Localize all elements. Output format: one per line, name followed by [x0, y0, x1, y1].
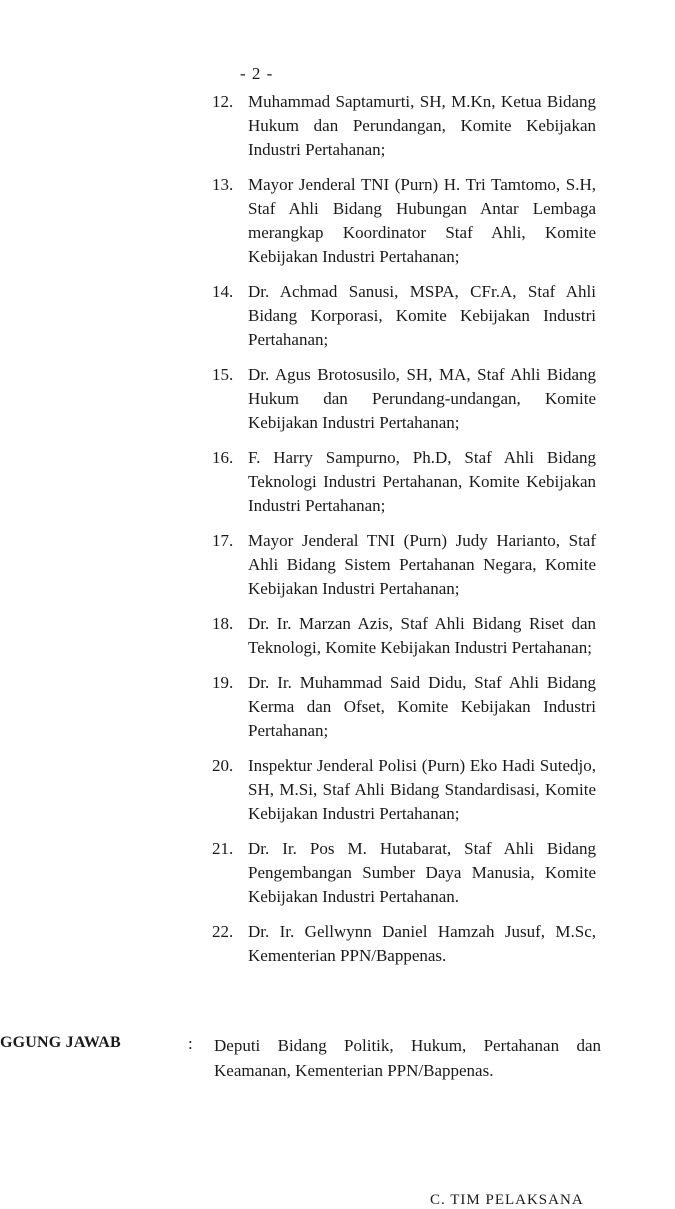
list-item [0, 363, 675, 435]
item-text: Muhammad Saptamurti, SH, M.Kn, Ketua Bidang Hukum dan Perundangan, Komite Kebijakan Industri Pertahanan; [248, 92, 596, 159]
item-number: 21. [212, 839, 234, 858]
item-text: Dr. Ir. Marzan Azis, Staf Ahli Bidang Riset dan Teknologi, Komite Kebijakan Industri Pertahanan; [248, 614, 596, 657]
list-item [0, 446, 675, 518]
item-text: Inspektur Jenderal Polisi (Purn) Eko Hadi Sutedjo, SH, M.Si, Staf Ahli Bidang Standardisasi, Komite Kebijakan Industri Pertahanan; [248, 756, 596, 823]
item-text: Dr. Ir. Gellwynn Daniel Hamzah Jusuf, M.Sc, Kementerian PPN/Bappenas. [248, 922, 596, 965]
item-text: Dr. Ir. Pos M. Hutabarat, Staf Ahli Bidang Pengembangan Sumber Daya Manusia, Komite Kebijakan Industri Pertahanan. [248, 839, 596, 906]
item-text: F. Harry Sampurno, Ph.D, Staf Ahli Bidang Teknologi Industri Pertahanan, Komite Kebijakan Industri Pertahanan; [248, 448, 596, 515]
item-text: Mayor Jenderal TNI (Purn) H. Tri Tamtomo, S.H, Staf Ahli Bidang Hubungan Antar Lembaga merangkap Koordinator Staf Ahli, Komite Kebijakan Industri Pertahanan; [248, 175, 596, 266]
list-item [0, 612, 675, 660]
item-text: Dr. Ir. Muhammad Said Didu, Staf Ahli Bidang Kerma dan Ofset, Komite Kebijakan Industri Pertahanan; [248, 673, 596, 740]
list-item [0, 280, 675, 352]
list-item [0, 173, 675, 269]
item-text: Dr. Achmad Sanusi, MSPA, CFr.A, Staf Ahli Bidang Korporasi, Komite Kebijakan Industri Pertahanan; [248, 282, 596, 349]
item-number: 16. [212, 448, 234, 467]
next-section-heading: C. TIM PELAKSANA [430, 1192, 584, 1208]
item-text: Dr. Agus Brotosusilo, SH, MA, Staf Ahli Bidang Hukum dan Perundang-undangan, Komite Kebijakan Industri Pertahanan; [248, 365, 596, 432]
item-number: 18. [212, 614, 234, 633]
page-number: - 2 - [240, 64, 274, 83]
item-number: 17. [212, 531, 234, 550]
list-item [0, 837, 675, 909]
list-item [0, 920, 675, 968]
item-number: 14. [212, 282, 234, 301]
item-number: 12. [212, 92, 234, 111]
list-item [0, 671, 675, 743]
member-list [0, 90, 675, 979]
responsibility-colon: : [188, 1034, 193, 1053]
list-item [0, 529, 675, 601]
item-number: 13. [212, 175, 234, 194]
item-text: Mayor Jenderal TNI (Purn) Judy Harianto, Staf Ahli Bidang Sistem Pertahanan Negara, Komite Kebijakan Industri Pertahanan; [248, 531, 596, 598]
item-number: 20. [212, 756, 234, 775]
item-number: 22. [212, 922, 234, 941]
list-item [0, 90, 675, 162]
item-number: 19. [212, 673, 234, 692]
list-item [0, 754, 675, 826]
responsibility-label: GGUNG JAWAB [0, 1034, 121, 1051]
responsibility-text: Deputi Bidang Politik, Hukum, Pertahanan dan Keamanan, Kementerian PPN/Bappenas. [214, 1036, 601, 1080]
item-number: 15. [212, 365, 234, 384]
